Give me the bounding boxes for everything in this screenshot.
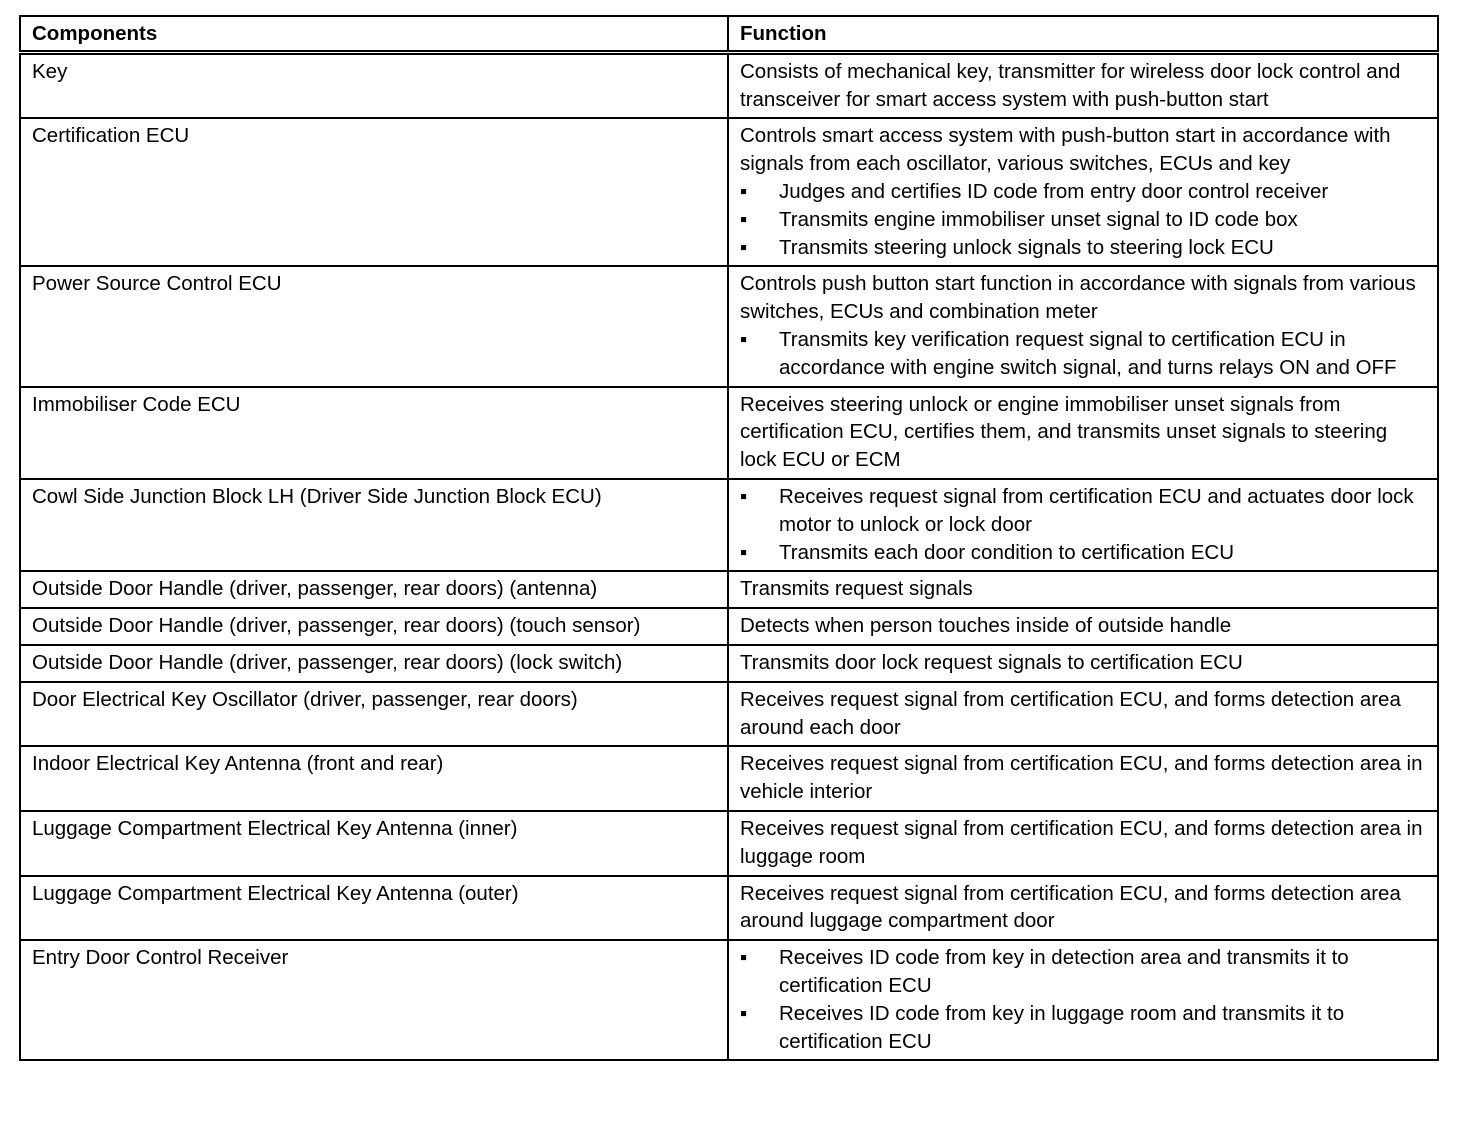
function-text: Transmits door lock request signals to certification ECU (740, 650, 1243, 674)
function-bullet-item (740, 1000, 1427, 1056)
table-row (20, 811, 1438, 876)
function-cell (728, 266, 1438, 386)
document-page (19, 15, 1437, 1061)
function-bullet-item (740, 178, 1427, 206)
table-row (20, 387, 1438, 479)
component-cell: Luggage Compartment Electrical Key Antenna (inner) (20, 811, 728, 876)
component-cell: Luggage Compartment Electrical Key Antenna (outer) (20, 876, 728, 941)
table-row (20, 118, 1438, 266)
function-text: Receives steering unlock or engine immobiliser unset signals from certification ECU, certifies them, and transmits unset signals to steering lock ECU or ECM (740, 392, 1388, 472)
component-cell: Immobiliser Code ECU (20, 387, 728, 479)
function-cell (728, 682, 1438, 747)
function-text: Receives request signal from certification ECU, and forms detection area around luggage compartment door (740, 881, 1401, 933)
function-cell (728, 746, 1438, 811)
component-cell: Entry Door Control Receiver (20, 940, 728, 1060)
function-bullet-list (740, 326, 1427, 382)
bullet-icon: ▪ (740, 1001, 748, 1025)
function-text: Detects when person touches inside of outside handle (740, 614, 1232, 638)
bullet-text: Judges and certifies ID code from entry door control receiver (779, 179, 1329, 203)
component-cell: Power Source Control ECU (20, 266, 728, 386)
bullet-text: Transmits engine immobiliser unset signal to ID code box (779, 207, 1298, 231)
function-text: Transmits request signals (740, 577, 973, 601)
function-cell (728, 118, 1438, 266)
function-bullet-item (740, 483, 1427, 539)
bullet-text: Transmits steering unlock signals to steering lock ECU (779, 235, 1274, 259)
bullet-icon: ▪ (740, 235, 748, 259)
bullet-icon: ▪ (740, 484, 748, 508)
component-cell: Indoor Electrical Key Antenna (front and rear) (20, 746, 728, 811)
bullet-icon: ▪ (740, 179, 748, 203)
component-cell: Certification ECU (20, 118, 728, 266)
function-text: Controls smart access system with push-button start in accordance with signals from each oscillator, various switches, ECUs and key (740, 124, 1391, 176)
function-cell (728, 387, 1438, 479)
header-function: Function (728, 16, 1438, 52)
function-cell (728, 52, 1438, 118)
function-text: Consists of mechanical key, transmitter for wireless door lock control and transceiver for smart access system with push-button start (740, 59, 1401, 111)
table-row (20, 746, 1438, 811)
bullet-icon: ▪ (740, 540, 748, 564)
function-cell (728, 479, 1438, 571)
table-row (20, 479, 1438, 571)
function-text: Receives request signal from certification ECU, and forms detection area around each door (740, 687, 1401, 739)
bullet-icon: ▪ (740, 327, 748, 351)
function-text: Receives request signal from certification ECU, and forms detection area in vehicle interior (740, 752, 1423, 804)
function-text: Controls push button start function in accordance with signals from various switches, ECUs and combination meter (740, 272, 1416, 324)
component-cell: Outside Door Handle (driver, passenger, rear doors) (lock switch) (20, 645, 728, 682)
table-row (20, 645, 1438, 682)
function-bullet-item (740, 234, 1427, 262)
bullet-text: Receives ID code from key in detection area and transmits it to certification ECU (779, 946, 1349, 997)
table-header-row (20, 16, 1438, 52)
function-bullet-item (740, 206, 1427, 234)
bullet-text: Transmits key verification request signal to certification ECU in accordance with engine switch signal, and turns relays ON and OFF (779, 327, 1397, 379)
table-row (20, 266, 1438, 386)
function-text: Receives request signal from certification ECU, and forms detection area in luggage room (740, 816, 1423, 868)
table-row (20, 608, 1438, 645)
component-cell: Outside Door Handle (driver, passenger, rear doors) (antenna) (20, 571, 728, 608)
function-cell (728, 608, 1438, 645)
table-row (20, 52, 1438, 118)
function-cell (728, 811, 1438, 876)
table-row (20, 571, 1438, 608)
components-function-table (19, 15, 1439, 1061)
function-cell (728, 876, 1438, 941)
function-bullet-list (740, 944, 1427, 1055)
component-cell: Outside Door Handle (driver, passenger, rear doors) (touch sensor) (20, 608, 728, 645)
function-bullet-list (740, 483, 1427, 566)
bullet-icon: ▪ (740, 946, 748, 970)
header-components: Components (20, 16, 728, 52)
function-bullet-item (740, 539, 1427, 567)
function-bullet-item (740, 944, 1427, 1000)
component-cell: Key (20, 52, 728, 118)
function-bullet-item (740, 326, 1427, 382)
function-cell (728, 645, 1438, 682)
component-cell: Door Electrical Key Oscillator (driver, passenger, rear doors) (20, 682, 728, 747)
function-bullet-list (740, 178, 1427, 261)
function-cell (728, 571, 1438, 608)
component-cell: Cowl Side Junction Block LH (Driver Side Junction Block ECU) (20, 479, 728, 571)
bullet-icon: ▪ (740, 207, 748, 231)
table-row (20, 876, 1438, 941)
table-body (20, 52, 1438, 1060)
bullet-text: Transmits each door condition to certification ECU (779, 540, 1234, 564)
function-cell (728, 940, 1438, 1060)
table-row (20, 940, 1438, 1060)
table-row (20, 682, 1438, 747)
bullet-text: Receives request signal from certification ECU and actuates door lock motor to unlock or lock door (779, 484, 1414, 536)
bullet-text: Receives ID code from key in luggage room and transmits it to certification ECU (779, 1001, 1345, 1053)
